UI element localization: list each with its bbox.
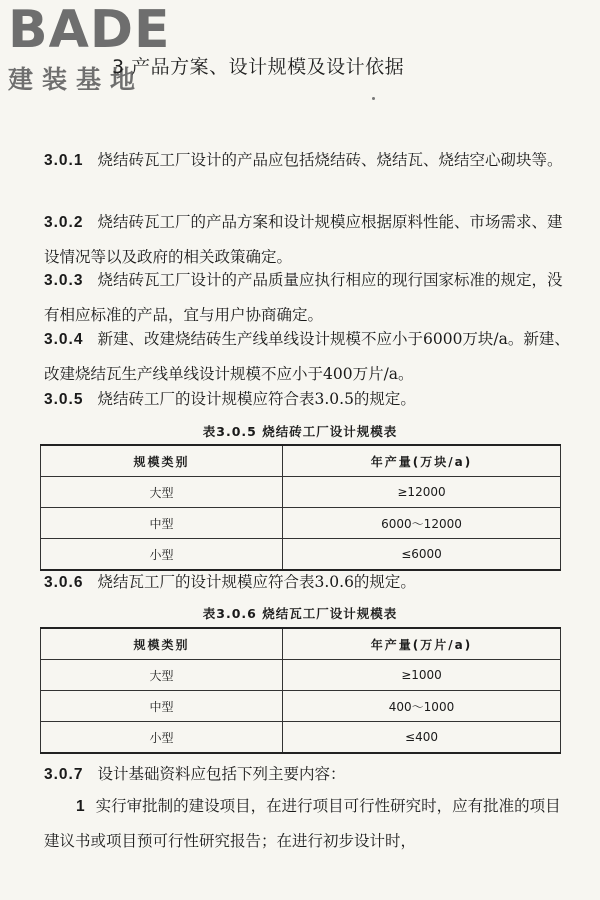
clause-text: 烧结瓦工厂的设计规模应符合表3.0.6的规定。: [97, 573, 416, 591]
table-row: [41, 477, 561, 508]
cell-output: 6000～12000: [283, 508, 561, 539]
table-caption: 表3.0.5 烧结砖工厂设计规模表: [202, 424, 398, 439]
table-header-row: [41, 445, 561, 477]
cell-category: 小型: [41, 722, 283, 754]
list-item-1: [44, 789, 570, 858]
table-row: [41, 508, 561, 539]
cell-category: 中型: [41, 691, 283, 722]
table-row: [41, 722, 561, 754]
brick-scale-table: [40, 444, 561, 571]
table-row: [41, 660, 561, 691]
clause-text: 烧结砖瓦工厂的产品方案和设计规模应根据原料性能、市场需求、建设情况等以及政府的相关政策确定。: [44, 213, 563, 266]
clause-3-0-6: [44, 565, 570, 600]
clause-number: 3.0.7: [44, 766, 84, 783]
section-heading: 3 产品方案、设计规模及设计依据: [112, 56, 405, 78]
cell-category: 大型: [41, 660, 283, 691]
item-number: 1: [76, 798, 86, 815]
clause-3-0-4: [44, 322, 570, 391]
logo-chinese: 建装基地: [8, 65, 145, 94]
cell-category: 大型: [41, 477, 283, 508]
watermark-logo: [8, 0, 173, 96]
cell-output: ≥12000: [283, 477, 561, 508]
clause-number: 3.0.3: [44, 272, 84, 289]
clause-text: 新建、改建烧结砖生产线单线设计规模不应小于6000万块/a。新建、改建烧结瓦生产线单线设计规模不应小于400万片/a。: [44, 330, 570, 383]
table-header-row: [41, 628, 561, 660]
header-category: 规模类别: [41, 628, 283, 660]
clause-number: 3.0.6: [44, 574, 84, 591]
cell-output: 400～1000: [283, 691, 561, 722]
table-row: [41, 691, 561, 722]
header-category: 规模类别: [41, 445, 283, 477]
clause-number: 3.0.5: [44, 391, 84, 408]
cell-category: 中型: [41, 508, 283, 539]
item-text: 实行审批制的建设项目，在进行项目可行性研究时，应有批准的项目建议书或项目预可行性研究报告；在进行初步设计时，: [44, 797, 561, 850]
clause-3-0-7: [44, 757, 570, 792]
clause-number: 3.0.2: [44, 214, 84, 231]
clause-3-0-1: [44, 143, 570, 178]
header-output: 年产量(万块/a): [283, 445, 561, 477]
cell-output: ≤400: [283, 722, 561, 754]
scan-dot: [372, 97, 375, 100]
clause-number: 3.0.1: [44, 152, 84, 169]
cell-output: ≥1000: [283, 660, 561, 691]
cell-category: 小型: [41, 539, 283, 571]
clause-text: 烧结砖瓦工厂设计的产品应包括烧结砖、烧结瓦、烧结空心砌块等。: [97, 151, 563, 169]
table-caption: 表3.0.6 烧结瓦工厂设计规模表: [202, 606, 398, 621]
cell-output: ≤6000: [283, 539, 561, 571]
logo-word: BADE: [8, 0, 171, 60]
clause-text: 设计基础资料应包括下列主要内容：: [97, 765, 346, 783]
header-output: 年产量(万片/a): [283, 628, 561, 660]
clause-text: 烧结砖瓦工厂设计的产品质量应执行相应的现行国家标准的规定，没有相应标准的产品，宜与用户协商确定。: [44, 271, 563, 324]
clause-text: 烧结砖工厂的设计规模应符合表3.0.5的规定。: [97, 390, 416, 408]
tile-scale-table: [40, 627, 561, 754]
clause-3-0-5: [44, 382, 570, 417]
clause-number: 3.0.4: [44, 331, 84, 348]
